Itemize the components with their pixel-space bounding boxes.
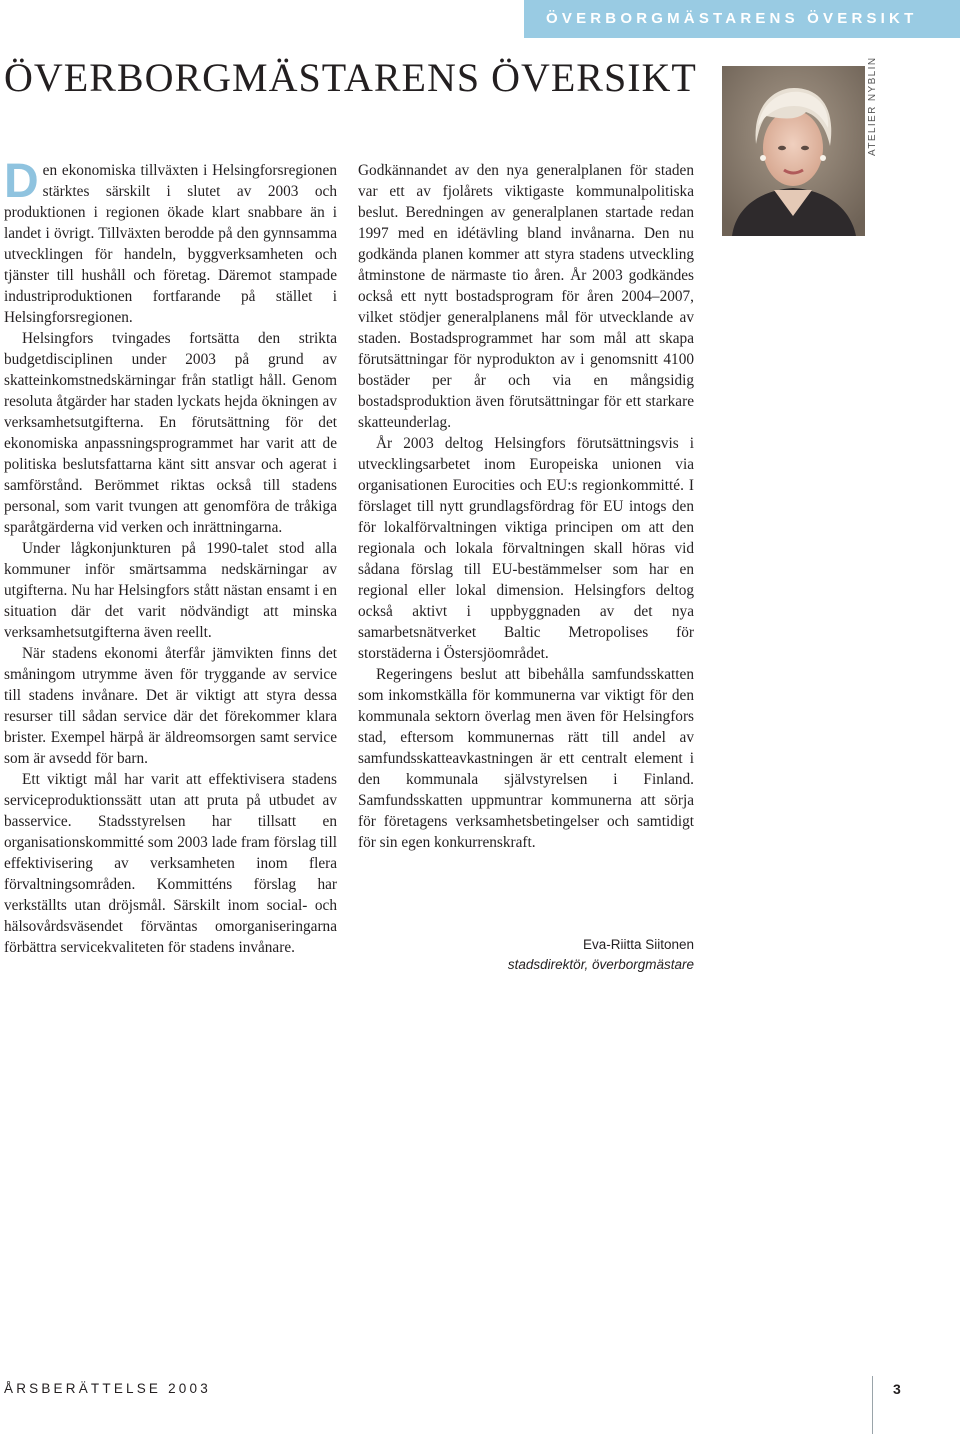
signature-name: Eva-Riitta Siitonen	[582, 937, 694, 952]
right-column	[358, 160, 694, 853]
section-header-bar	[524, 0, 960, 38]
intro-paragraph	[4, 155, 337, 328]
body-paragraph: Regeringens beslut att bibehålla samfundsskatten som inkomstkälla för kommunerna var viktigt för den kommunala sektorn överlag men även för Helsingfors stad, eftersom kommunernas rätt till andel av samfundsskatteavkastningen är ett centralt element i den kommunala självstyrelsen i Finland. Samfundsskatten uppmuntrar kommunerna att sörja för företagens verksamhetsbetingelser och samtidigt för sin egen konkurrenskraft.	[358, 666, 694, 851]
portrait-photo	[722, 66, 865, 236]
intro-text: en ekonomiska tillväxten i Helsingforsregionen stärktes särskilt i slutet av 2003 och produktionen i regionen ökade klart snabbare än i landet i övrigt. Tillväxten berodde på den gynnsamma utvecklingen för handeln, byggverksamheten och tjänster till hushåll och företag. Däremot stampade industriproduktionen fortfarande på stället i Helsingforsregionen.	[4, 162, 337, 326]
section-label: ÖVERBORGMÄSTARENS ÖVERSIKT	[546, 10, 918, 27]
signature-role: stadsdirektör, överborgmästare	[507, 957, 694, 972]
body-paragraph: När stadens ekonomi återfår jämvikten finns det småningom utrymme även för tryggande av service till stadens invånare. Det är viktigt att styra dessa resurser till sådan service där det förekommer klara brister. Exempel härpå är äldreomsorgen samt service som är avsedd för barn.	[4, 645, 337, 767]
body-paragraph: Godkännandet av den nya generalplanen för staden var ett av fjolårets viktigaste kommunalpolitiska beslut. Beredningen av generalplanen startade redan 1997 med en idétävling bland invånarna. Den nu godkända planen kommer att styra stadens utveckling åtminstone de närmaste tio åren. År 2003 godkändes också ett nytt bostadsprogram för åren 2004–2007, vilket stödjer generalplanens mål för utvecklande av staden. Bostadsprogrammet har som mål att skapa förutsättningar för nyprodukton av i genomsnitt 4100 bostäder per år och via en mångsidig bostadsproduktion även förutsättningar för ett starkare skatteunderlag.	[358, 162, 694, 431]
footer-report-label: ÅRSBERÄTTELSE 2003	[4, 1381, 211, 1396]
page-title: ÖVERBORGMÄSTARENS ÖVERSIKT	[4, 55, 697, 100]
body-paragraph: Helsingfors tvingades fortsätta den strikta budgetdisciplinen under 2003 på grund av skatteinkomstnedskärningar från statligt håll. Genom resoluta åtgärder har staden lyckats hejda ökningen av verksamhetsutgifterna. En förutsättning för det ekonomiska anpassningsprogrammet har varit att de politiska beslutsfattarna känt sitt ansvar och agerat i samförstånd. Berömmet riktas också till stadens personal, som varit tvungen att genomföra de tråkiga sparåtgärderna vid verken och inrättningarna.	[4, 330, 337, 536]
body-paragraph: År 2003 deltog Helsingfors förutsättningsvis i utvecklingsarbetet inom Europeiska unionen via organisationen Eurocities och EU:s regionkommitté. I förslaget till nytt grundlagsfördrag för EU intogs den för lokalförvaltningen viktiga principen om att den regionala och lokala förvaltningen skall höras vid sådana förslag till EU-bestämmelser som har en regional eller lokal dimension. Helsingfors deltog också aktivt i uppbyggnaden av det nya samarbetsnätverket Baltic Metropolises för storstäderna i Östersjöområdet.	[358, 435, 694, 662]
photo-credit: ATELIER NYBLIN	[867, 56, 878, 156]
signature-block	[508, 935, 694, 975]
left-column	[4, 155, 337, 958]
body-paragraph: Under lågkonjunkturen på 1990-talet stod alla kommuner inför smärtsamma nedskärningar av utgifterna. Nu har Helsingfors stått nästan ensamt i en situation där det varit nödvändigt att minska verksamhetsutgifterna även reellt.	[4, 540, 337, 641]
footer-divider	[872, 1376, 873, 1434]
page-number: 3	[893, 1381, 901, 1397]
portrait-illustration	[722, 66, 865, 236]
drop-cap: D	[4, 155, 39, 208]
body-paragraph: Ett viktigt mål har varit att effektivisera stadens serviceproduktionssätt utan att pruta på utbudet av basservice. Stadsstyrelsen har tillsatt en organisationskommitté som 2003 lade fram förslag till effektivisering av verksamheten inom flera förvaltningsområden. Kommitténs förslag har verkställts utan dröjsmål. Särskilt inom social- och hälsovårdsväsendet förväntas omorganiseringarna förbättra servicekvaliteten för stadens invånare.	[4, 771, 337, 956]
